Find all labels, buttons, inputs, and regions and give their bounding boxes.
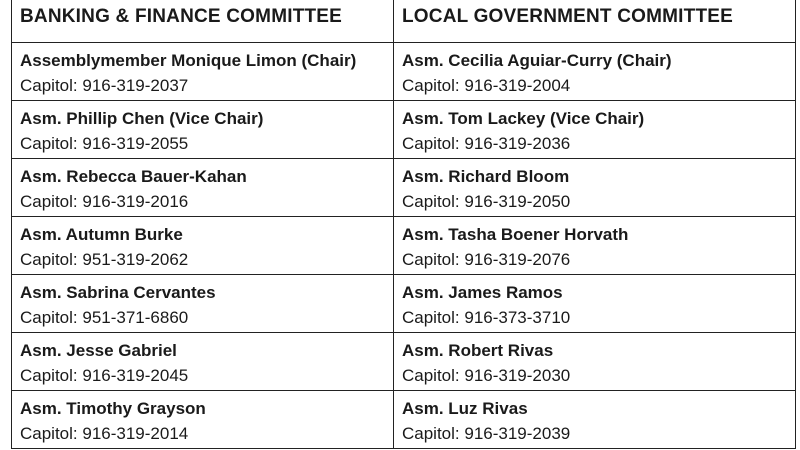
- member-name: Asm. Timothy Grayson: [20, 399, 206, 418]
- member-name: Asm. James Ramos: [402, 283, 563, 302]
- member-phone: Capitol: 951-371-6860: [20, 308, 189, 327]
- member-name: Asm. Rebecca Bauer-Kahan: [20, 167, 247, 186]
- member-cell-banking: [12, 43, 394, 101]
- table-row: [12, 43, 796, 101]
- member-phone: Capitol: 916-319-2055: [20, 134, 189, 153]
- member-name: Asm. Cecilia Aguiar-Curry (Chair): [402, 51, 672, 70]
- member-phone: Capitol: 916-319-2076: [402, 250, 571, 269]
- member-phone: Capitol: 951-319-2062: [20, 250, 189, 269]
- member-phone: Capitol: 916-319-2045: [20, 366, 189, 385]
- member-phone: Capitol: 916-319-2036: [402, 134, 571, 153]
- member-phone: Capitol: 916-319-2050: [402, 192, 571, 211]
- table-row: [12, 101, 796, 159]
- member-cell-banking: [12, 217, 394, 275]
- member-phone: Capitol: 916-319-2014: [20, 424, 189, 443]
- member-name: Asm. Luz Rivas: [402, 399, 528, 418]
- member-cell-banking: [12, 275, 394, 333]
- member-cell-local-government: [394, 333, 796, 391]
- member-name: Asm. Tom Lackey (Vice Chair): [402, 109, 645, 128]
- member-name: Asm. Jesse Gabriel: [20, 341, 177, 360]
- member-name: Asm. Autumn Burke: [20, 225, 183, 244]
- member-cell-local-government: [394, 159, 796, 217]
- member-name: Asm. Phillip Chen (Vice Chair): [20, 109, 264, 128]
- member-cell-banking: [12, 391, 394, 449]
- table-row: [12, 333, 796, 391]
- member-cell-local-government: [394, 217, 796, 275]
- banking-finance-committee-header: BANKING & FINANCE COMMITTEE: [12, 0, 394, 43]
- member-cell-local-government: [394, 391, 796, 449]
- member-phone: Capitol: 916-319-2039: [402, 424, 571, 443]
- member-phone: Capitol: 916-319-2037: [20, 76, 189, 95]
- local-government-committee-header: LOCAL GOVERNMENT COMMITTEE: [394, 0, 796, 43]
- member-cell-banking: [12, 101, 394, 159]
- member-name: Asm. Robert Rivas: [402, 341, 554, 360]
- table-row: [12, 391, 796, 449]
- member-phone: Capitol: 916-373-3710: [402, 308, 571, 327]
- member-phone: Capitol: 916-319-2016: [20, 192, 189, 211]
- table-row: [12, 217, 796, 275]
- member-name: Asm. Tasha Boener Horvath: [402, 225, 629, 244]
- member-cell-local-government: [394, 275, 796, 333]
- header-row: [12, 0, 796, 43]
- member-phone: Capitol: 916-319-2004: [402, 76, 571, 95]
- member-phone: Capitol: 916-319-2030: [402, 366, 571, 385]
- table-row: [12, 275, 796, 333]
- member-cell-local-government: [394, 43, 796, 101]
- member-cell-banking: [12, 159, 394, 217]
- member-cell-local-government: [394, 101, 796, 159]
- member-name: Asm. Sabrina Cervantes: [20, 283, 216, 302]
- committee-roster-table: [11, 0, 796, 449]
- member-name: Assemblymember Monique Limon (Chair): [20, 51, 357, 70]
- member-name: Asm. Richard Bloom: [402, 167, 570, 186]
- table-row: [12, 159, 796, 217]
- member-cell-banking: [12, 333, 394, 391]
